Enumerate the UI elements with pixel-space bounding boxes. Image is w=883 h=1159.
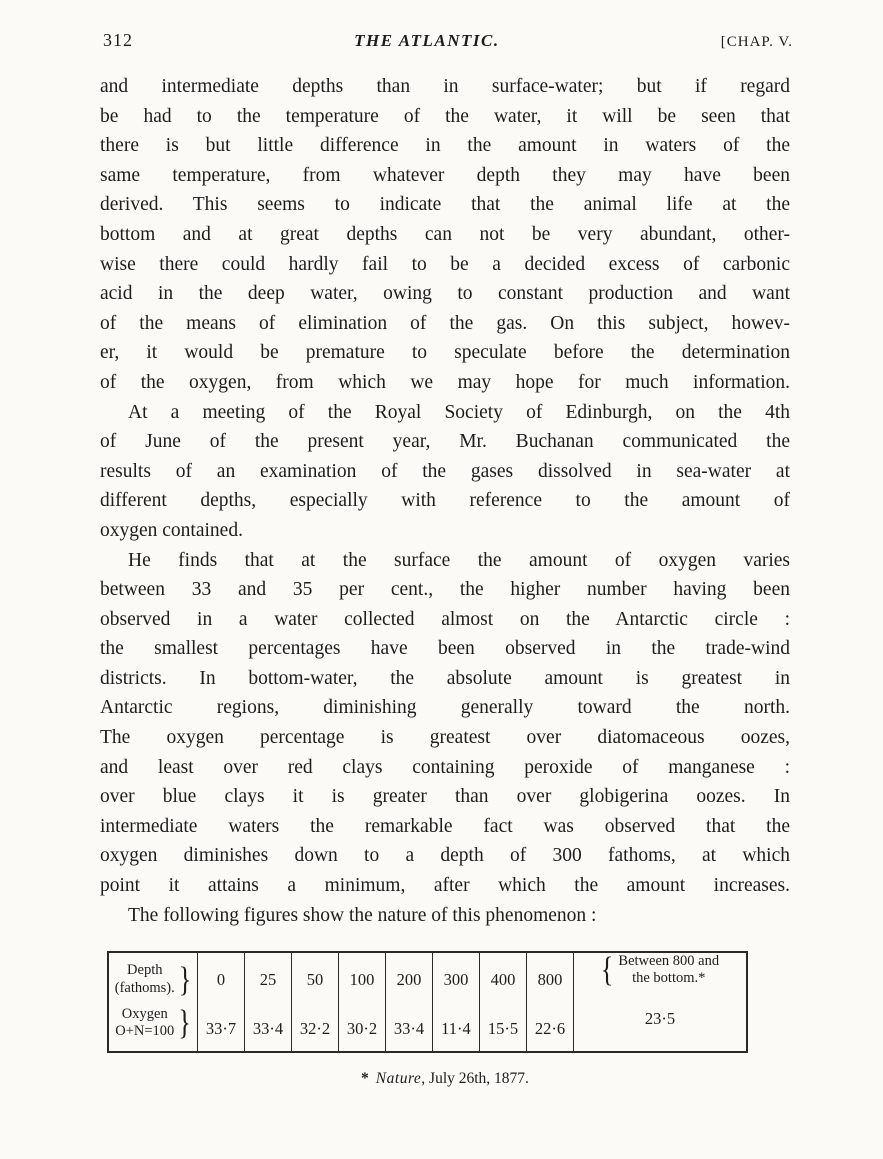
text-line: results of an examination of the gases dissolved in sea-water at — [100, 460, 790, 482]
text-line: observed in a water collected almost on the Antarctic circle : — [100, 608, 790, 630]
text-line: different depths, especially with reference to the amount of — [100, 490, 790, 512]
depth-label-line2: (fathoms). — [114, 979, 175, 996]
text-line: The following figures show the nature of this phenomenon : — [128, 904, 597, 926]
depth-header-cell: 0 — [216, 969, 226, 989]
text-line: He finds that at the surface the amount of oxygen varies — [128, 549, 790, 571]
page-number: 312 — [103, 30, 133, 50]
chapter-label: [CHAP. V. — [720, 34, 793, 50]
brace-icon: } — [178, 959, 192, 999]
text-line: point it attains a minimum, after which the amount increases. — [100, 875, 790, 897]
text-line: districts. In bottom-water, the absolute amount is greatest in — [100, 667, 790, 689]
oxygen-value-cell: 33·4 — [252, 1018, 284, 1038]
depth-header-cell: 100 — [349, 969, 375, 989]
oxygen-value-cell: 15·5 — [487, 1018, 519, 1038]
oxygen-value-cell: 33·4 — [393, 1018, 425, 1038]
depth-header-cell: 200 — [396, 969, 422, 989]
table-depth-column — [244, 953, 291, 1051]
table-depth-column — [197, 953, 244, 1051]
text-line: there is but little difference in the amount in waters of the — [100, 135, 790, 157]
text-line: oxygen contained. — [100, 519, 243, 541]
data-table — [107, 951, 748, 1053]
text-line: intermediate waters the remarkable fact was observed that the — [100, 815, 790, 837]
oxygen-value-cell: 33·7 — [205, 1018, 237, 1038]
brace-icon: { — [600, 950, 614, 990]
footnote-text: , July 26th, 1877. — [421, 1070, 529, 1087]
depth-header-cell: 400 — [490, 969, 516, 989]
text-line: derived. This seems to indicate that the animal life at the — [100, 194, 790, 216]
running-title: THE ATLANTIC. — [354, 31, 500, 50]
oxygen-value-cell: 22·6 — [534, 1018, 566, 1038]
text-line: same temperature, from whatever depth they may have been — [100, 164, 790, 186]
text-line: over blue clays it is greater than over globigerina oozes. In — [100, 786, 790, 808]
table-depth-column — [526, 953, 573, 1051]
footnote-source: Nature — [375, 1070, 422, 1087]
depth-header-cell: 50 — [306, 969, 324, 989]
text-line: and least over red clays containing peroxide of manganese : — [100, 756, 790, 778]
depth-header-cell: 25 — [259, 969, 277, 989]
last-column-header-line1: Between 800 and — [618, 953, 720, 969]
text-line: of June of the present year, Mr. Buchanan communicated the — [100, 431, 790, 453]
last-column-header — [574, 950, 746, 990]
table-depth-column — [338, 953, 385, 1051]
brace-icon: } — [178, 1003, 191, 1043]
text-line: At a meeting of the Royal Society of Edinburgh, on the 4th — [128, 401, 790, 423]
depth-header-cell: 300 — [443, 969, 469, 989]
last-column-value: 23·5 — [644, 1009, 676, 1029]
text-line: of the means of elimination of the gas. On this subject, howev- — [100, 312, 790, 334]
text-line: er, it would be premature to speculate before the determination — [100, 342, 790, 364]
text-line: acid in the deep water, owing to constant production and want — [100, 283, 790, 305]
body-text — [100, 72, 790, 930]
table-depth-column — [432, 953, 479, 1051]
table-label-column — [109, 953, 197, 1051]
oxygen-value-cell: 11·4 — [441, 1018, 471, 1038]
table-depth-column — [385, 953, 432, 1051]
oxygen-value-cell: 32·2 — [299, 1018, 331, 1038]
text-line: oxygen diminishes down to a depth of 300 fathoms, at which — [100, 845, 790, 867]
oxygen-row-label — [109, 1003, 197, 1043]
text-line: between 33 and 35 per cent., the higher number having been — [100, 579, 790, 601]
table-depth-column — [479, 953, 526, 1051]
text-line: Antarctic regions, diminishing generally toward the north. — [100, 697, 790, 719]
text-line: wise there could hardly fail to be a decided excess of carbonic — [100, 253, 790, 275]
running-header — [103, 30, 793, 51]
text-line: The oxygen percentage is greatest over diatomaceous oozes, — [100, 727, 790, 749]
text-line: of the oxygen, from which we may hope for much information. — [100, 371, 790, 393]
text-line: bottom and at great depths can not be very abundant, other- — [100, 223, 790, 245]
table-last-column — [573, 950, 746, 1051]
text-line: be had to the temperature of the water, it will be seen that — [100, 105, 790, 127]
last-column-header-line2: the bottom.* — [632, 970, 706, 987]
footnote-marker: * — [361, 1070, 369, 1087]
oxygen-value-cell: 30·2 — [346, 1018, 378, 1038]
oxygen-label-line1: Oxygen — [121, 1006, 168, 1022]
oxygen-label-line2: O+N=100 — [115, 1023, 175, 1040]
depth-row-label — [109, 953, 197, 1006]
depth-label-line1: Depth — [127, 962, 163, 979]
table-depth-column — [291, 953, 338, 1051]
table-footnote — [100, 1070, 790, 1088]
text-line: and intermediate depths than in surface-water; but if regard — [100, 76, 790, 97]
depth-header-cell: 800 — [537, 969, 563, 989]
text-line: the smallest percentages have been observed in the trade-wind — [100, 638, 790, 660]
